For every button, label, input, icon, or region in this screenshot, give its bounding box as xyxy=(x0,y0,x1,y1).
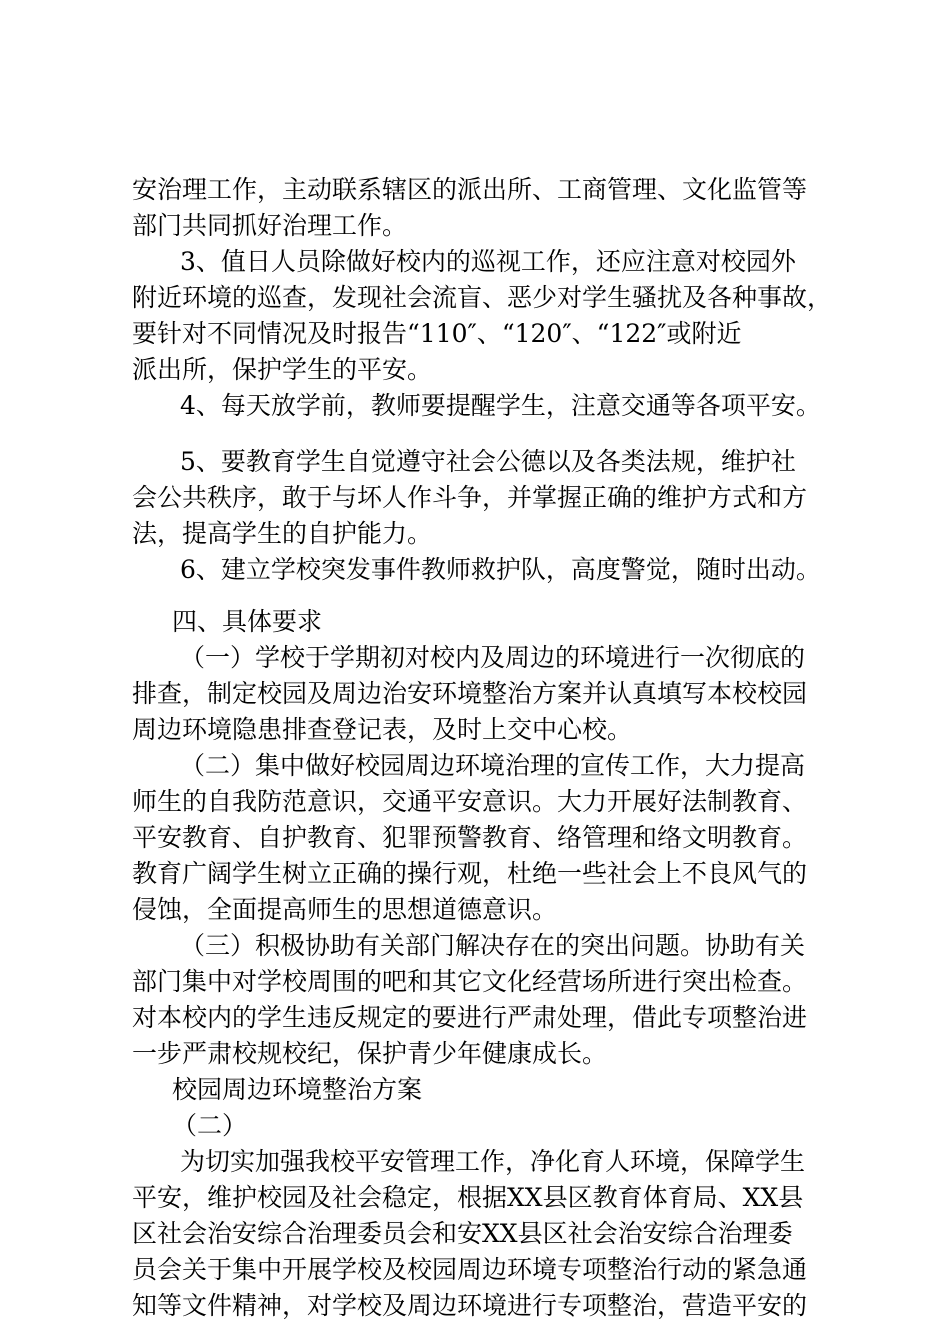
subtitle-number: （二） xyxy=(172,1111,248,1140)
text-line-15: 周边环境隐患排查登记表，及时上交中心校。 xyxy=(132,715,633,744)
text-line-30: 员会关于集中开展学校及校园周边环境专项整治行动的紧急通 xyxy=(132,1255,808,1284)
text-line-6: 派出所，保护学生的平安。 xyxy=(132,355,433,384)
text-line-17: 师生的自我防范意识，交通平安意识。大力开展好法制教育、 xyxy=(132,787,808,816)
text-line-29: 区社会治安综合治理委员会和安XX县区社会治安综合治理委 xyxy=(132,1219,793,1248)
text-line-16: （二）集中做好校园周边环境治理的宣传工作，大力提高 xyxy=(180,751,806,780)
text-line-3: 3、值日人员除做好校内的巡视工作，还应注意对校园外 xyxy=(180,247,796,276)
text-line-27: 为切实加强我校平安管理工作，净化育人环境，保障学生 xyxy=(180,1147,806,1176)
subtitle: 校园周边环境整治方案 xyxy=(172,1075,423,1104)
text-line-22: 部门集中对学校周围的吧和其它文化经营场所进行突出检查。 xyxy=(132,967,808,996)
text-line-9: 会公共秩序，敢于与坏人作斗争，并掌握正确的维护方式和方 xyxy=(132,483,808,512)
text-line-19: 教育广阔学生树立正确的操行观，杜绝一些社会上不良风气的 xyxy=(132,859,808,888)
text-line-24: 一步严肃校规校纪，保护青少年健康成长。 xyxy=(132,1039,608,1068)
text-line-1: 安治理工作，主动联系辖区的派出所、工商管理、文化监管等 xyxy=(132,175,808,204)
text-line-28: 平安，维护校园及社会稳定，根据XX县区教育体育局、XX县 xyxy=(132,1183,804,1212)
text-line-11: 6、建立学校突发事件教师救护队，高度警觉，随时出动。 xyxy=(180,555,821,584)
text-line-5: 要针对不同情况及时报告“110″、“120″、“122″或附近 xyxy=(132,319,742,348)
text-line-7: 4、每天放学前，教师要提醒学生，注意交通等各项平安。 xyxy=(180,391,821,420)
text-line-10: 法，提高学生的自护能力。 xyxy=(132,519,433,548)
section-heading: 四、具体要求 xyxy=(172,607,323,636)
text-line-20: 侵蚀，全面提高师生的思想道德意识。 xyxy=(132,895,558,924)
text-line-2: 部门共同抓好治理工作。 xyxy=(132,211,408,240)
text-line-14: 排查，制定校园及周边治安环境整治方案并认真填写本校校园 xyxy=(132,679,808,708)
text-line-13: （一）学校于学期初对校内及周边的环境进行一次彻底的 xyxy=(180,643,806,672)
text-line-21: （三）积极协助有关部门解决存在的突出问题。协助有关 xyxy=(180,931,806,960)
text-line-8: 5、要教育学生自觉遵守社会公德以及各类法规，维护社 xyxy=(180,447,796,476)
text-line-18: 平安教育、自护教育、犯罪预警教育、络管理和络文明教育。 xyxy=(132,823,808,852)
text-line-31: 知等文件精神，对学校及周边环境进行专项整治，营造平安的 xyxy=(132,1291,808,1320)
text-line-4: 附近环境的巡查，发现社会流盲、恶少对学生骚扰及各种事故， xyxy=(132,283,833,312)
text-line-23: 对本校内的学生违反规定的要进行严肃处理，借此专项整治进 xyxy=(132,1003,808,1032)
